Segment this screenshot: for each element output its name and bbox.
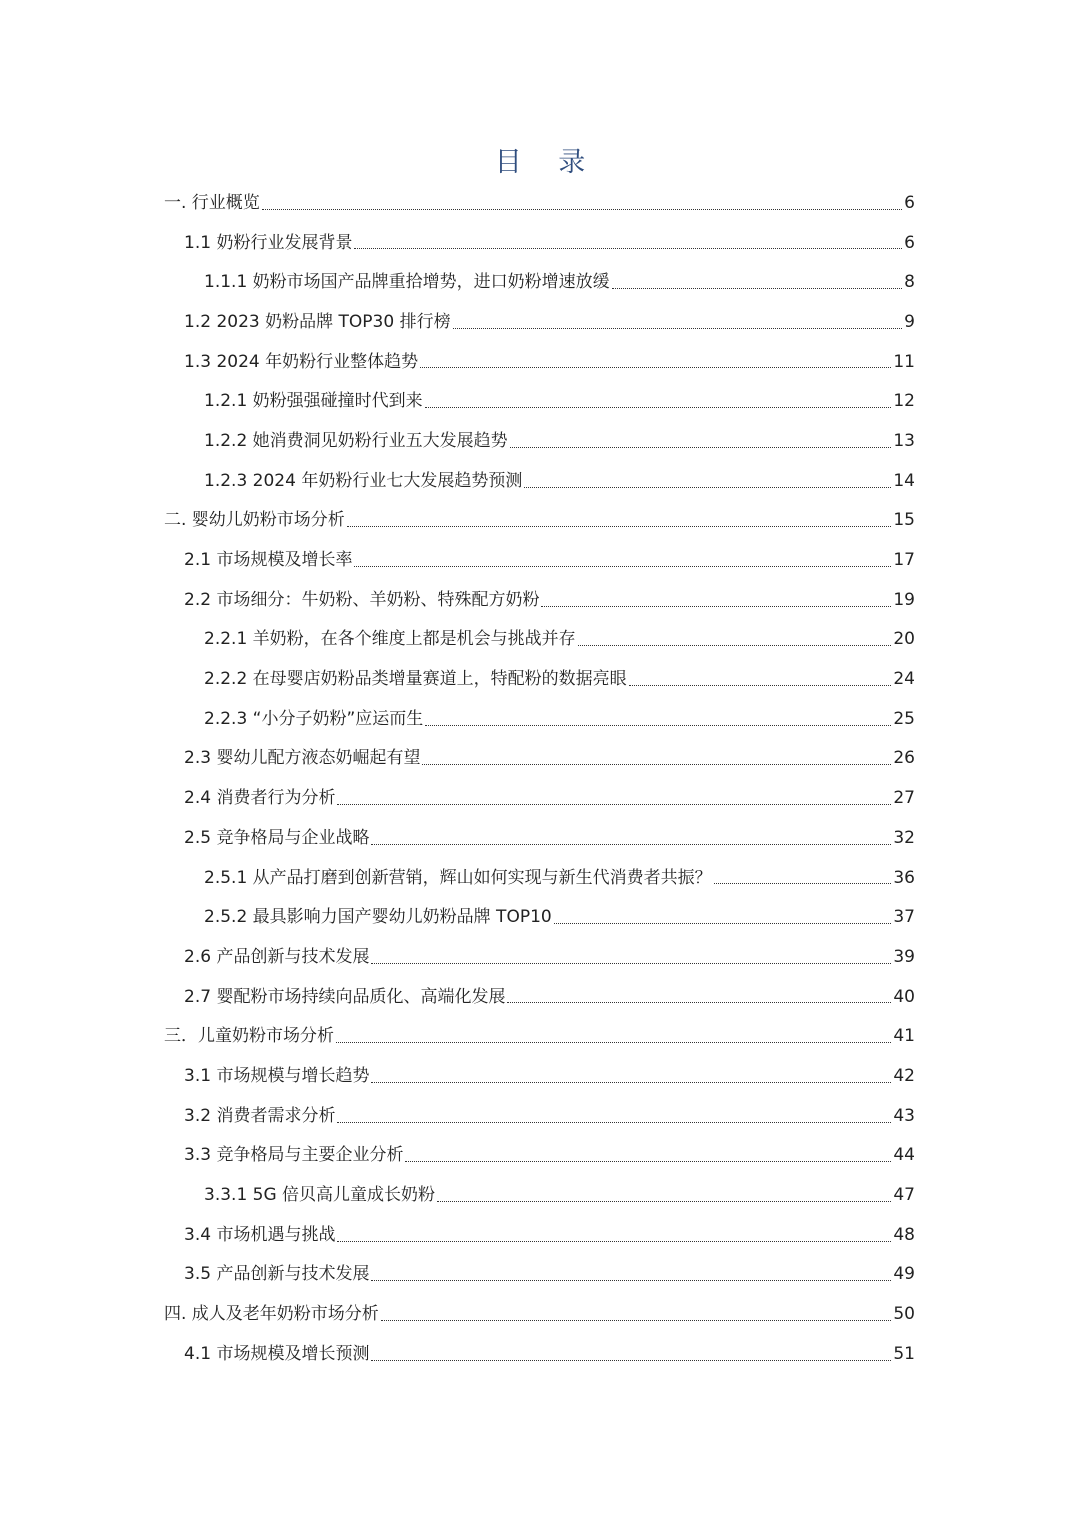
dot-leader (612, 287, 903, 289)
toc-page-number: 43 (893, 1105, 915, 1126)
dot-leader (347, 525, 892, 527)
toc-entry-title: 2.5.1 从产品打磨到创新营销，辉山如何实现与新生代消费者共振？ (204, 867, 712, 888)
dot-leader (381, 1319, 892, 1321)
toc-page-number: 42 (893, 1065, 915, 1086)
toc-page-number: 41 (893, 1026, 915, 1047)
toc-entry-title: 3.5 产品创新与技术发展 (184, 1264, 370, 1285)
dot-leader (371, 1279, 891, 1281)
toc-entry-title: 3.4 市场机遇与挑战 (184, 1224, 336, 1245)
dot-leader (371, 1359, 891, 1361)
toc-page-number: 37 (893, 907, 915, 928)
toc-entry-title: 3.3.1 5G 倍贝高儿童成长奶粉 (204, 1185, 436, 1206)
toc-entry-title: 1.2.3 2024 年奶粉行业七大发展趋势预测 (204, 470, 523, 491)
dot-leader (354, 565, 891, 567)
toc-entry[interactable] (0, 1334, 1080, 1374)
toc-entry[interactable] (0, 1016, 1080, 1056)
dot-leader (337, 803, 891, 805)
toc-entry[interactable] (0, 897, 1080, 937)
toc-page-number: 12 (893, 391, 915, 412)
toc-page-number: 49 (893, 1264, 915, 1285)
toc-entry-title: 1.1 奶粉行业发展背景 (184, 232, 353, 253)
toc-entry[interactable] (0, 699, 1080, 739)
toc-page-number: 17 (893, 550, 915, 571)
toc-page-number: 51 (893, 1343, 915, 1364)
toc-page-number: 20 (893, 629, 915, 650)
toc-entry-title: 1.3 2024 年奶粉行业整体趋势 (184, 351, 419, 372)
toc-entry[interactable] (0, 501, 1080, 541)
dot-leader (510, 446, 892, 448)
toc-entry[interactable] (0, 1056, 1080, 1096)
toc-entry-title: 1.2.2 她消费洞见奶粉行业五大发展趋势 (204, 430, 508, 451)
toc-entry[interactable] (0, 778, 1080, 818)
dot-leader (629, 684, 892, 686)
toc-entry[interactable] (0, 1096, 1080, 1136)
dot-leader (371, 843, 891, 845)
toc-page-number: 24 (893, 669, 915, 690)
dot-leader (425, 406, 892, 408)
dot-leader (354, 247, 902, 249)
toc-entry-title: 二. 婴幼儿奶粉市场分析 (164, 510, 345, 531)
toc-entry[interactable] (0, 1215, 1080, 1255)
toc-entry[interactable] (0, 223, 1080, 263)
dot-leader (714, 882, 892, 884)
dot-leader (337, 1240, 891, 1242)
toc-entry[interactable] (0, 1255, 1080, 1295)
table-of-contents (0, 183, 1080, 1374)
toc-entry[interactable] (0, 342, 1080, 382)
toc-page-number: 44 (893, 1145, 915, 1166)
toc-entry[interactable] (0, 381, 1080, 421)
toc-entry[interactable] (0, 620, 1080, 660)
dot-leader (336, 1041, 891, 1043)
toc-entry[interactable] (0, 183, 1080, 223)
toc-entry[interactable] (0, 302, 1080, 342)
toc-page-number: 13 (893, 430, 915, 451)
toc-entry-title: 1.2.1 奶粉强强碰撞时代到来 (204, 391, 423, 412)
toc-entry[interactable] (0, 1294, 1080, 1334)
toc-page-number: 50 (893, 1304, 915, 1325)
toc-page-number: 6 (904, 232, 915, 253)
toc-entry[interactable] (0, 262, 1080, 302)
dot-leader (422, 763, 891, 765)
toc-entry-title: 3.3 竞争格局与主要企业分析 (184, 1145, 404, 1166)
toc-entry[interactable] (0, 977, 1080, 1017)
toc-page-number: 19 (893, 589, 915, 610)
toc-page-number: 6 (904, 192, 915, 213)
toc-entry-title: 2.2 市场细分：牛奶粉、羊奶粉、特殊配方奶粉 (184, 589, 540, 610)
dot-leader (507, 1001, 891, 1003)
toc-entry-title: 2.1 市场规模及增长率 (184, 550, 353, 571)
toc-entry-title: 2.7 婴配粉市场持续向品质化、高端化发展 (184, 986, 506, 1007)
toc-entry-title: 2.2.1 羊奶粉，在各个维度上都是机会与挑战并存 (204, 629, 576, 650)
toc-entry[interactable] (0, 858, 1080, 898)
toc-entry-title: 3.2 消费者需求分析 (184, 1105, 336, 1126)
dot-leader (437, 1200, 891, 1202)
dot-leader (578, 644, 892, 646)
toc-title: 目 录 (494, 147, 600, 178)
toc-entry[interactable] (0, 1136, 1080, 1176)
dot-leader (371, 962, 891, 964)
toc-entry-title: 2.2.2 在母婴店奶粉品类增量赛道上，特配粉的数据亮眼 (204, 669, 627, 690)
toc-page-number: 40 (893, 986, 915, 1007)
toc-entry-title: 2.2.3 “小分子奶粉”应运而生 (204, 708, 424, 729)
toc-entry[interactable] (0, 580, 1080, 620)
toc-entry-title: 2.3 婴幼儿配方液态奶崛起有望 (184, 748, 421, 769)
dot-leader (262, 208, 902, 210)
toc-page-number: 26 (893, 748, 915, 769)
toc-entry-title: 四. 成人及老年奶粉市场分析 (164, 1304, 379, 1325)
toc-entry[interactable] (0, 818, 1080, 858)
toc-page-number: 32 (893, 827, 915, 848)
toc-entry-title: 3.1 市场规模与增长趋势 (184, 1065, 370, 1086)
toc-entry[interactable] (0, 540, 1080, 580)
dot-leader (453, 327, 903, 329)
dot-leader (405, 1160, 891, 1162)
toc-entry-title: 2.5.2 最具影响力国产婴幼儿奶粉品牌 TOP10 (204, 907, 552, 928)
toc-entry[interactable] (0, 461, 1080, 501)
toc-page-number: 25 (893, 708, 915, 729)
toc-entry-title: 1.1.1 奶粉市场国产品牌重拾增势，进口奶粉增速放缓 (204, 272, 610, 293)
toc-entry[interactable] (0, 421, 1080, 461)
toc-page-number: 14 (893, 470, 915, 491)
toc-page-number: 48 (893, 1224, 915, 1245)
dot-leader (425, 724, 891, 726)
toc-entry[interactable] (0, 659, 1080, 699)
toc-entry-title: 2.5 竞争格局与企业战略 (184, 827, 370, 848)
dot-leader (554, 922, 892, 924)
toc-entry-title: 1.2 2023 奶粉品牌 TOP30 排行榜 (184, 311, 451, 332)
toc-entry-title: 一. 行业概览 (164, 192, 260, 213)
toc-page-number: 47 (893, 1185, 915, 1206)
toc-page-number: 27 (893, 788, 915, 809)
dot-leader (541, 605, 891, 607)
toc-entry-title: 2.6 产品创新与技术发展 (184, 946, 370, 967)
toc-page-number: 8 (904, 272, 915, 293)
toc-page-number: 9 (904, 311, 915, 332)
toc-page-number: 36 (893, 867, 915, 888)
toc-page-number: 15 (893, 510, 915, 531)
dot-leader (337, 1121, 891, 1123)
dot-leader (524, 486, 891, 488)
dot-leader (420, 366, 891, 368)
toc-entry-title: 三．儿童奶粉市场分析 (164, 1026, 334, 1047)
toc-entry-title: 4.1 市场规模及增长预测 (184, 1343, 370, 1364)
toc-entry[interactable] (0, 739, 1080, 779)
toc-page-number: 39 (893, 946, 915, 967)
toc-entry[interactable] (0, 937, 1080, 977)
toc-page-number: 11 (893, 351, 915, 372)
dot-leader (371, 1081, 891, 1083)
toc-entry[interactable] (0, 1175, 1080, 1215)
toc-entry-title: 2.4 消费者行为分析 (184, 788, 336, 809)
